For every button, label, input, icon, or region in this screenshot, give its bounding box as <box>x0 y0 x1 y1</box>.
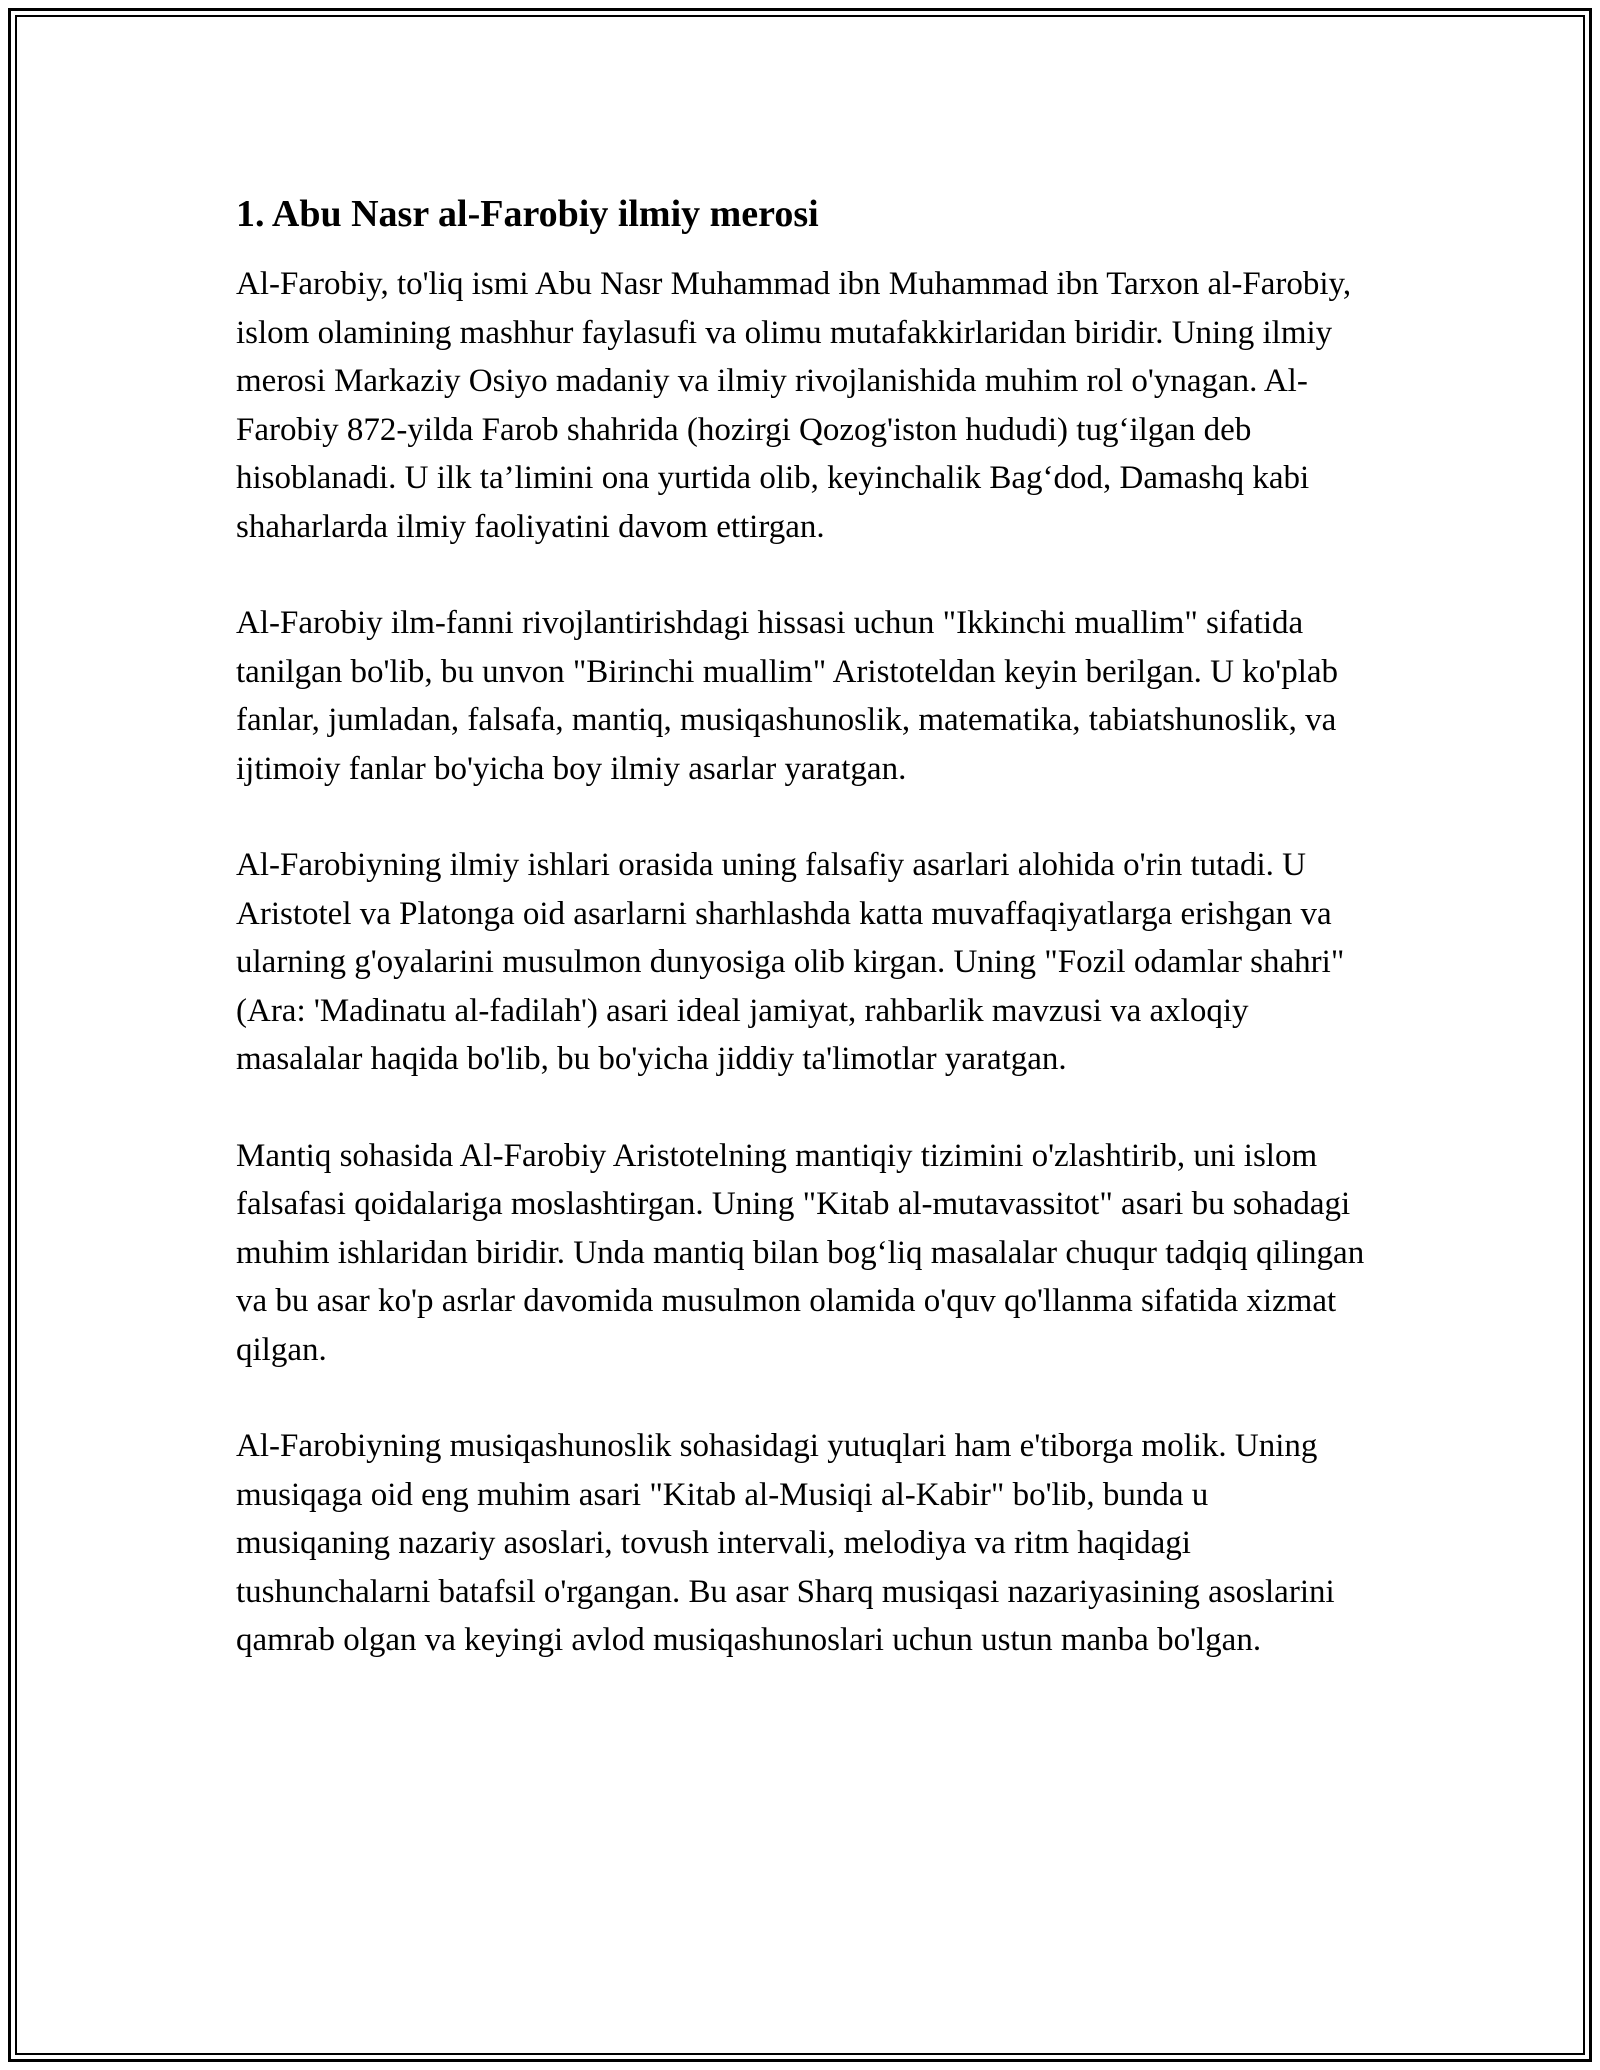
paragraph-philosophy: Al-Farobiyning ilmiy ishlari orasida uning falsafiy asarlari alohida o'rin tutadi. U Aristotel va Platonga oid asarlarni sharhlashda katta muvaffaqiyatlarga erishgan va ularning g'oyalarini musulmon dunyosiga olib kirgan. Uning "Fozil odamlar shahri" (Ara: 'Madinatu al-fadilah') asari ideal jamiyat, rahbarlik mavzusi va axloqiy masalalar haqida bo'lib, bu bo'yicha jiddiy ta'limotlar yaratgan. <box>236 847 1345 1077</box>
paragraph-music: Al-Farobiyning musiqashunoslik sohasidagi yutuqlari ham e'tiborga molik. Uning musiqaga oid eng muhim asari "Kitab al-Musiqi al-Kabir" bo'lib, bunda u musiqaning nazariy asoslari, tovush intervali, melodiya va ritm haqidagi tushunchalarni batafsil o'rgangan. Bu asar Sharq musiqasi nazariyasining asoslarini qamrab olgan va keyingi avlod musiqashunoslari uchun ustun manba bo'lgan. <box>236 1428 1335 1658</box>
paragraph-biography: Al-Farobiy, to'liq ismi Abu Nasr Muhammad ibn Muhammad ibn Tarxon al-Farobiy, islom olamining mashhur faylasufi va olimu mutafakkirlaridan biridir. Uning ilmiy merosi Markaziy Osiyo madaniy va ilmiy rivojlanishida muhim rol o'ynagan. Al-Farobiy 872-yilda Farob shahrida (hozirgi Qozog'iston hududi) tug‘ilgan deb hisoblanadi. U ilk ta’limini ona yurtida olib, keyinchalik Bag‘dod, Damashq kabi shaharlarda ilmiy faoliyatini davom ettirgan. <box>236 266 1352 545</box>
document-body <box>236 190 1366 1665</box>
paragraph-second-teacher: Al-Farobiy ilm-fanni rivojlantirishdagi hissasi uchun "Ikkinchi muallim" sifatida tanilgan bo'lib, bu unvon "Birinchi muallim" Aristoteldan keyin berilgan. U ko'plab fanlar, jumladan, falsafa, mantiq, musiqashunoslik, matematika, tabiatshunoslik, va ijtimoiy fanlar bo'yicha boy ilmiy asarlar yaratgan. <box>236 605 1339 787</box>
paragraph-logic: Mantiq sohasida Al-Farobiy Aristotelning mantiqiy tizimini o'zlashtirib, uni islom falsafasi qoidalariga moslashtirgan. Uning "Kitab al-mutavassitot" asari bu sohadagi muhim ishlaridan biridir. Unda mantiq bilan bog‘liq masalalar chuqur tadqiq qilingan va bu asar ko'p asrlar davomida musulmon olamida o'quv qo'llanma sifatida xizmat qilgan. <box>236 1137 1365 1368</box>
section-title: 1. Abu Nasr al-Farobiy ilmiy merosi <box>236 193 819 235</box>
